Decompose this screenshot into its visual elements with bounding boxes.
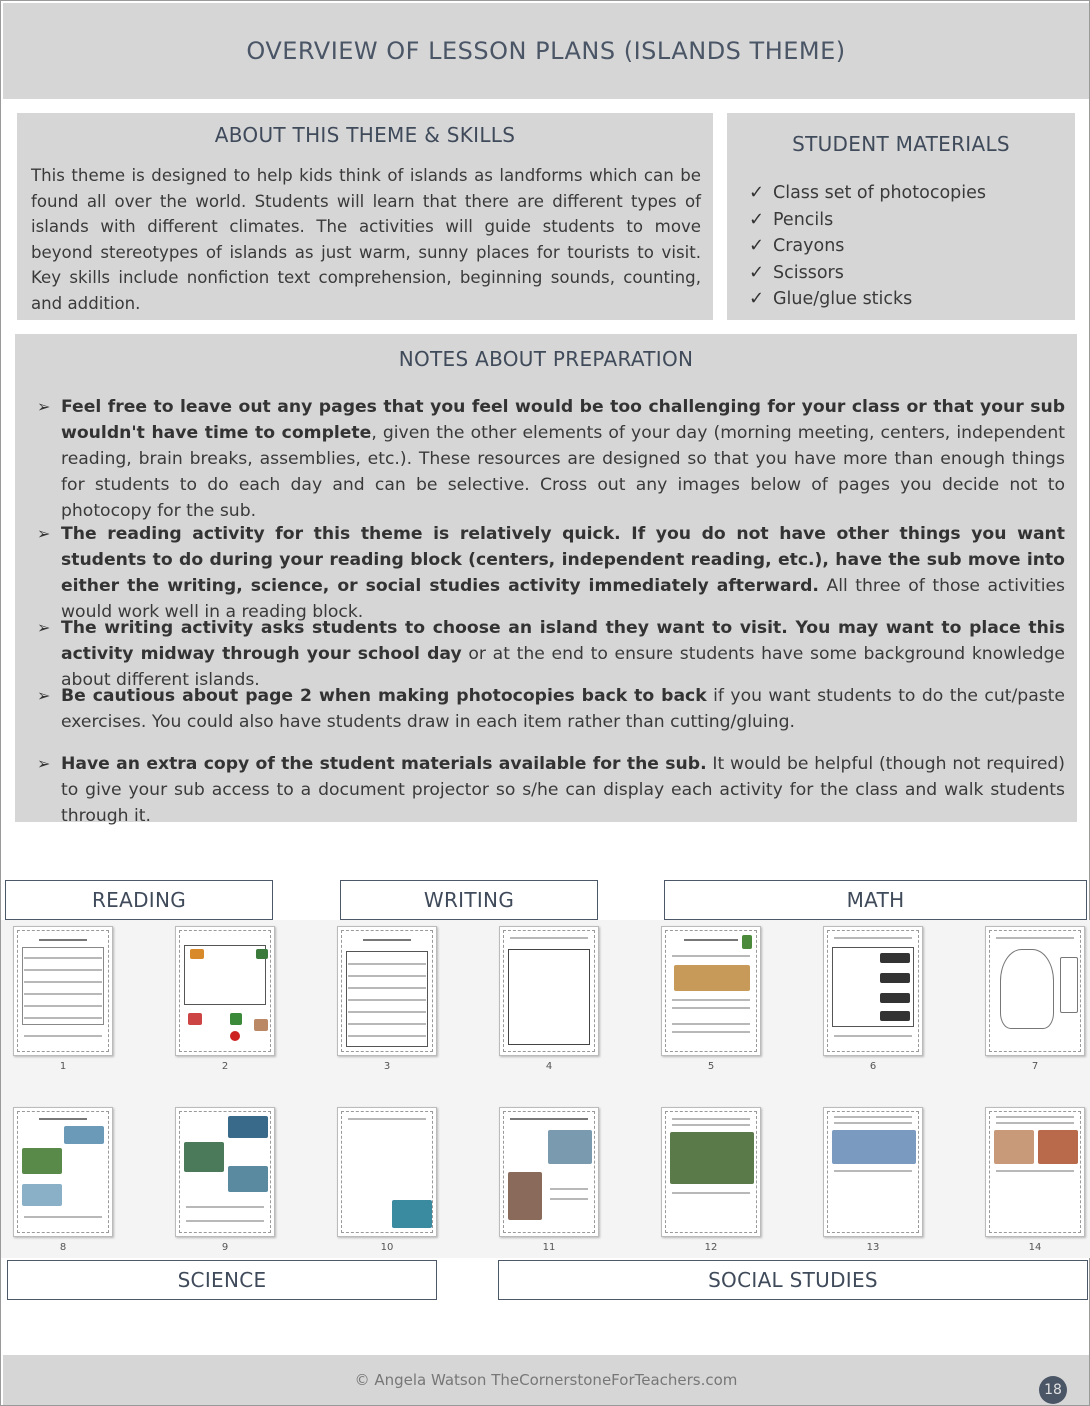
materials-title: STUDENT MATERIALS <box>792 132 1010 156</box>
checkmark-icon: ✓ <box>749 235 765 256</box>
arrow-bullet-icon: ➢ <box>37 524 51 543</box>
arrow-bullet-icon: ➢ <box>37 618 51 637</box>
page-thumbnail <box>823 1107 923 1237</box>
preparation-notes-box <box>15 334 1077 826</box>
checkmark-icon: ✓ <box>749 208 765 230</box>
title-banner <box>3 3 1089 99</box>
arrow-bullet-icon: ➢ <box>37 754 51 773</box>
about-text: This theme is designed to help kids think of islands as landforms which can be found all over the world. Students will learn that there are different types of islands with different climates. The activities will guide students to move beyond stereotypes of islands as just warm, sunny places for tourists to visit. Key skills include nonfiction text comprehension, beginning sounds, counting, and addition. <box>31 166 701 313</box>
student-materials-box <box>727 113 1075 320</box>
materials-item: ✓ Class set of photocopies <box>749 180 1075 207</box>
note-item: ➢ The reading activity for this theme is relatively quick. If you do not have other things you want students to do during your reading block (centers, independent reading, etc.), have the sub move into either the writing, science, or social studies activity immediately afterward. All three of those activities would work well in a reading block. <box>37 521 1065 625</box>
arrow-bullet-icon: ➢ <box>37 397 51 416</box>
section-label-reading: READING <box>5 880 273 920</box>
page-number: 7 <box>1031 1061 1039 1072</box>
page-title: OVERVIEW OF LESSON PLANS (ISLANDS THEME) <box>246 37 846 65</box>
page-number: 13 <box>866 1242 880 1253</box>
page-thumbnail <box>175 926 275 1056</box>
page-thumbnail <box>499 1107 599 1237</box>
page-thumbnail <box>337 1107 437 1237</box>
materials-item: ✓ Crayons <box>749 233 1075 260</box>
materials-item: ✓ Glue/glue sticks <box>749 286 1075 313</box>
page-thumbnail <box>985 1107 1085 1237</box>
arrow-bullet-icon: ➢ <box>37 686 51 705</box>
about-theme-box <box>17 113 713 320</box>
page-number: 12 <box>704 1242 718 1253</box>
note-item: ➢ Have an extra copy of the student materials available for the sub. It would be helpful (though not required) to give your sub access to a document projector so s/he can display each activity for the class and walk students through it. <box>37 751 1065 829</box>
note-item: ➢ The writing activity asks students to choose an island they want to visit. You may want to place this activity midway through your school day or at the end to ensure students have some background knowledge about different islands. <box>37 615 1065 693</box>
materials-item: ✓ Pencils <box>749 207 1075 234</box>
about-title: ABOUT THIS THEME & SKILLS <box>214 123 516 147</box>
copyright-text: © Angela Watson TheCornerstoneForTeachers.com <box>354 1371 738 1389</box>
page-thumbnail <box>13 926 113 1056</box>
page-number: 2 <box>221 1061 229 1072</box>
checkmark-icon: ✓ <box>749 288 765 309</box>
page-number: 1 <box>59 1061 67 1072</box>
page-footer <box>3 1355 1089 1405</box>
page-thumbnail <box>337 926 437 1056</box>
page-number-badge: 18 <box>1039 1376 1067 1404</box>
page-number: 14 <box>1028 1242 1042 1253</box>
section-label-math: MATH <box>664 880 1087 920</box>
page-thumbnail <box>13 1107 113 1237</box>
page-number: 10 <box>380 1242 394 1253</box>
page-thumbnail <box>661 926 761 1056</box>
page-thumbnail <box>661 1107 761 1237</box>
page-number: 11 <box>542 1242 556 1253</box>
page-number: 4 <box>545 1061 553 1072</box>
checkmark-icon: ✓ <box>749 261 765 283</box>
checkmark-icon: ✓ <box>749 182 765 203</box>
note-item: ➢ Feel free to leave out any pages that you feel would be too challenging for your class or that your sub wouldn't have time to complete, given the other elements of your day (morning meeting, centers, independent reading, brain breaks, assemblies, etc.). These resources are designed so that you have more than enough things for students to do each day and can be selective. Cross out any images below of pages you decide not to photocopy for the sub. <box>37 394 1065 524</box>
materials-item: ✓ Scissors <box>749 260 1075 287</box>
page-thumbnail <box>175 1107 275 1237</box>
notes-title: NOTES ABOUT PREPARATION <box>398 347 694 371</box>
section-label-science: SCIENCE <box>7 1260 437 1300</box>
page-thumbnail <box>499 926 599 1056</box>
page-number: 3 <box>383 1061 391 1072</box>
note-item: ➢ Be cautious about page 2 when making photocopies back to back if you want students to do the cut/paste exercises. You could also have students draw in each item rather than cutting/gluing. <box>37 683 1065 735</box>
page-thumbnail <box>985 926 1085 1056</box>
page-number: 5 <box>707 1061 715 1072</box>
page-thumbnail <box>823 926 923 1056</box>
page-number: 6 <box>869 1061 877 1072</box>
page-number: 9 <box>221 1242 229 1253</box>
section-label-writing: WRITING <box>340 880 598 920</box>
materials-list <box>727 180 1075 313</box>
page-number: 8 <box>59 1242 67 1253</box>
section-label-social-studies: SOCIAL STUDIES <box>498 1260 1088 1300</box>
